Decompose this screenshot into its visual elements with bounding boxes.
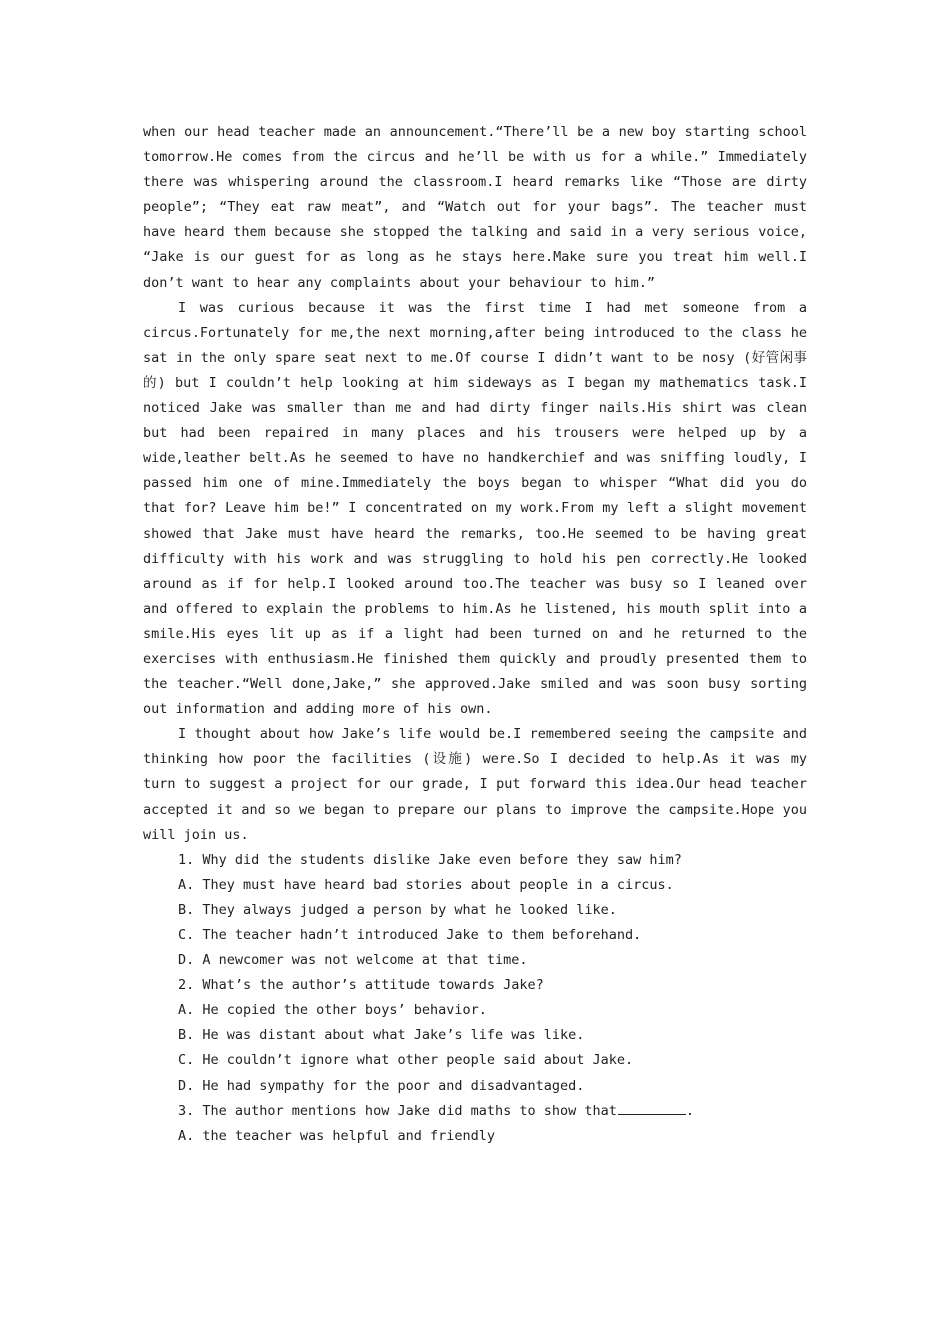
question-2-option-a: A. He copied the other boys’ behavior. — [178, 1002, 487, 1019]
question-2-option-d: D. He had sympathy for the poor and disadvantaged. — [178, 1077, 585, 1094]
question-1-stem: 1. Why did the students dislike Jake even before they saw him? — [178, 851, 682, 868]
question-2-stem: 2. What’s the author’s attitude towards Jake? — [178, 977, 544, 994]
question-1-option-b: B. They always judged a person by what he looked like. — [178, 901, 617, 918]
question-2-option-b: B. He was distant about what Jake’s life was like. — [178, 1027, 585, 1044]
question-1-option-c: C. The teacher hadn’t introduced Jake to them beforehand. — [178, 927, 642, 943]
question-2 — [178, 973, 807, 1098]
question-1-option-d: D. A newcomer was not welcome at that time. — [178, 952, 528, 969]
question-1-option-a: A. They must have heard bad stories about people in a circus. — [178, 876, 674, 893]
question-3-stem: 3. The author mentions how Jake did maths to show that — [178, 1102, 617, 1119]
answer-blank — [618, 1100, 686, 1115]
question-3-option-a: A. the teacher was helpful and friendly — [178, 1127, 495, 1144]
question-3-stem-end: . — [685, 1102, 695, 1119]
question-2-option-c: C. He couldn’t ignore what other people said about Jake. — [178, 1052, 634, 1069]
question-3 — [178, 1099, 807, 1149]
passage-paragraph-3: I thought about how Jake’s life would be.I remembered seeing the campsite and thinking how poor the facilities (设施) were.So I decided to help.As it was my turn to suggest a project for our grade, I put forward this idea.Our head teacher accepted it and so we began to prepare our plans to improve the campsite.Hope you will join us. — [143, 726, 807, 843]
reading-passage — [143, 120, 807, 848]
passage-paragraph-1: when our head teacher made an announcement.“There’ll be a new boy starting school tomorrow.He comes from the circus and he’ll be with us for a while.” Immediately there was whispering around the classroom.I heard remarks like “Those are dirty people”; “They eat raw meat”, and “Watch out for your bags”. The teacher must have heard them because she stopped the talking and said in a very serious voice, “Jake is our guest for as long as he stays here.Make sure you treat him well.I don’t want to hear any complaints about your behaviour to him.” — [143, 124, 807, 291]
document-page — [143, 120, 807, 1149]
question-1 — [178, 848, 807, 973]
passage-paragraph-2: I was curious because it was the first time I had met someone from a circus.Fortunately for me,the next morning,after being introduced to the class he sat in the only spare seat next to me.Of course I didn’t want to be nosy (好管闲事的) but I couldn’t help looking at him sideways as I began my mathematics task.I noticed Jake was smaller than me and had dirty finger nails.His shirt was clean but had been repaired in many places and his trousers were helped up by a wide,leather belt.As he seemed to have no handkerchief and was sniffing loudly, I passed him one of mine.Immediately the boys began to whisper “What did you do that for? Leave him be!” I concentrated on my work.From my left a slight movement showed that Jake must have heard the remarks, too.He seemed to be having great difficulty with his work and was struggling to hold his pen correctly.He looked around as if for help.I looked around too.The teacher was busy so I leaned over and offered to explain the problems to him.As he listened, his mouth split into a smile.His eyes lit up as if a light had been turned on and he returned to the exercises with enthusiasm.He finished them quickly and proudly presented them to the teacher.“Well done,Jake,” she approved.Jake smiled and was soon busy sorting out information and adding more of his own. — [143, 299, 807, 718]
question-3-stem-line — [178, 1099, 807, 1124]
question-list — [143, 848, 807, 1149]
